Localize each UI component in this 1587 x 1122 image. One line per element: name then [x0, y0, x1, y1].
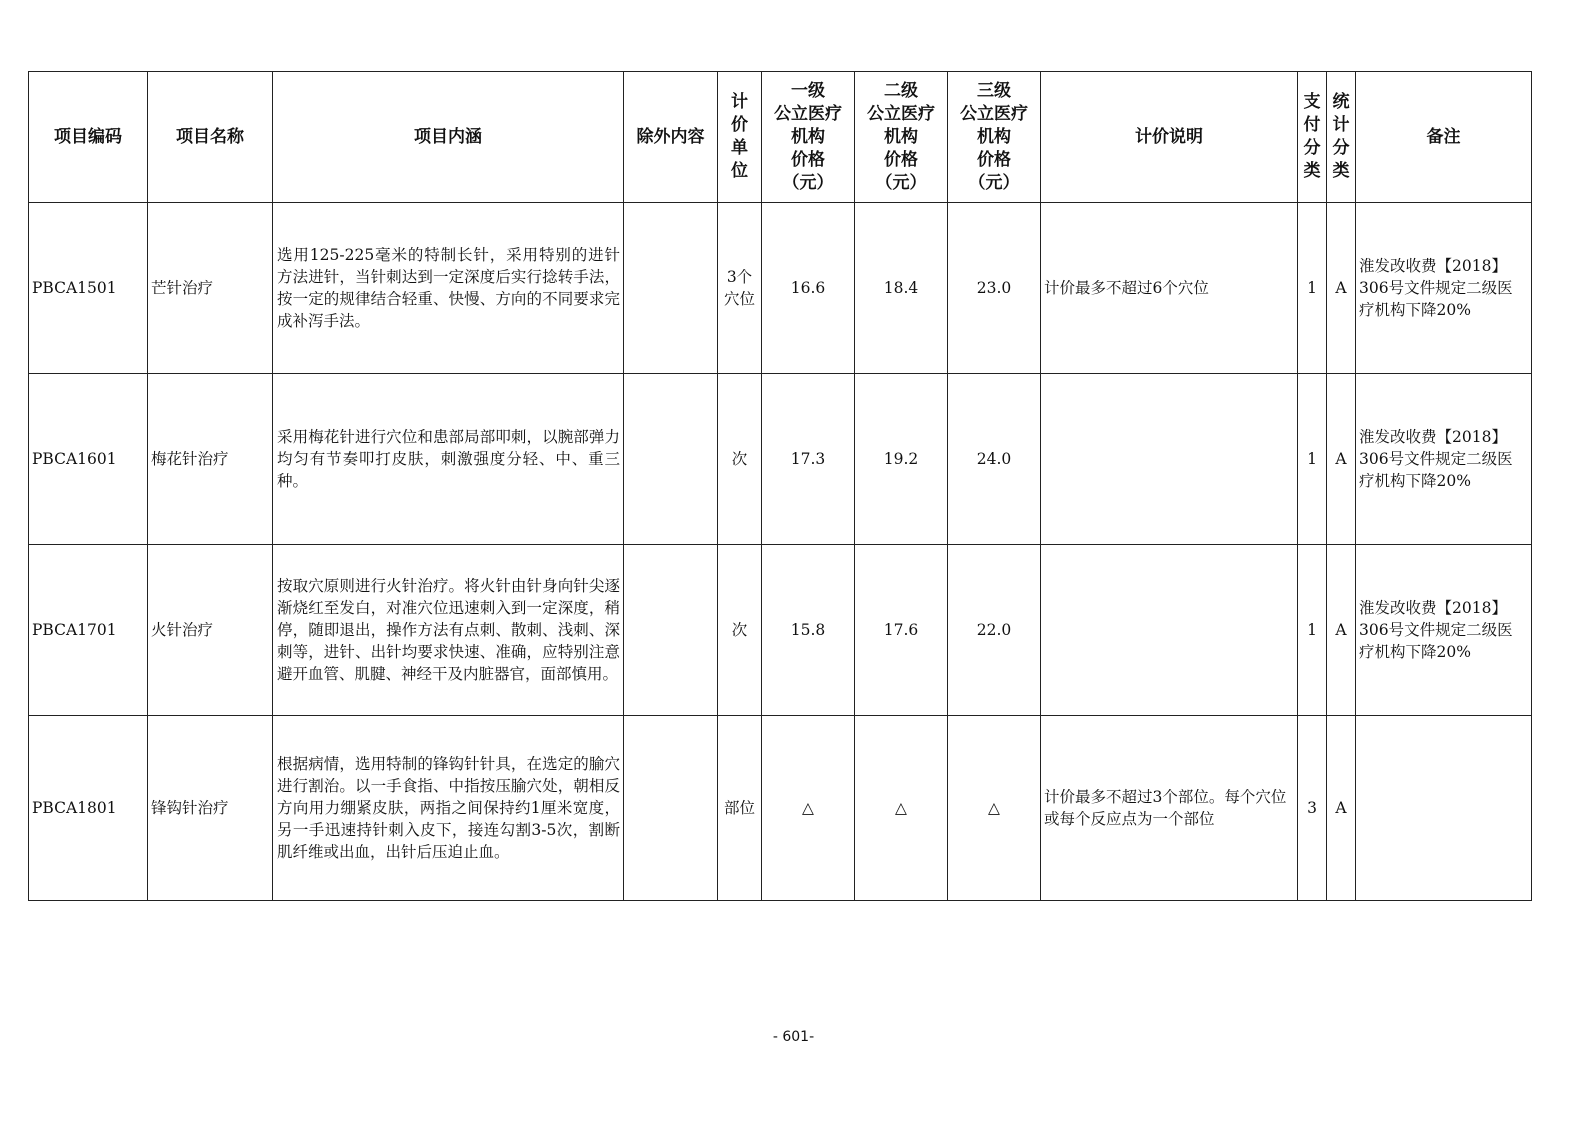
header-payment-category: 支 付 分 类 [1298, 72, 1327, 203]
cell-payment-category: 3 [1298, 716, 1327, 901]
cell-statistics-category: A [1327, 545, 1356, 716]
cell-remark: 淮发改收费【2018】306号文件规定二级医疗机构下降20% [1356, 545, 1532, 716]
cell-price-level2: 19.2 [855, 374, 948, 545]
cell-pricing-note: 计价最多不超过3个部位。每个穴位或每个反应点为一个部位 [1041, 716, 1298, 901]
cell-content: 选用125-225毫米的特制长针，采用特别的进针方法进针，当针刺达到一定深度后实行捻转手法，按一定的规律结合轻重、快慢、方向的不同要求完成补泻手法。 [273, 203, 624, 374]
cell-name: 火针治疗 [148, 545, 273, 716]
cell-unit: 部位 [718, 716, 762, 901]
cell-pricing-note: 计价最多不超过6个穴位 [1041, 203, 1298, 374]
table-row [29, 716, 1532, 901]
header-price-level1: 一级 公立医疗 机构 价格 （元） [762, 72, 855, 203]
cell-price-level1: 16.6 [762, 203, 855, 374]
header-exclude: 除外内容 [624, 72, 718, 203]
cell-remark [1356, 716, 1532, 901]
cell-unit: 次 [718, 374, 762, 545]
cell-name: 锋钩针治疗 [148, 716, 273, 901]
header-statistics-category: 统 计 分 类 [1327, 72, 1356, 203]
cell-code: PBCA1501 [29, 203, 148, 374]
cell-payment-category: 1 [1298, 374, 1327, 545]
cell-content: 按取穴原则进行火针治疗。将火针由针身向针尖逐渐烧红至发白，对准穴位迅速刺入到一定深度，稍停，随即退出，操作方法有点刺、散刺、浅刺、深刺等，进针、出针均要求快速、准确，应特别注意避开血管、肌腱、神经干及内脏器官，面部慎用。 [273, 545, 624, 716]
cell-price-level1: △ [762, 716, 855, 901]
cell-price-level2: △ [855, 716, 948, 901]
page-number: - 601- [772, 1029, 815, 1045]
header-pricing-note: 计价说明 [1041, 72, 1298, 203]
header-remark: 备注 [1356, 72, 1532, 203]
cell-unit: 次 [718, 545, 762, 716]
cell-statistics-category: A [1327, 374, 1356, 545]
cell-statistics-category: A [1327, 716, 1356, 901]
cell-price-level3: △ [948, 716, 1041, 901]
header-name: 项目名称 [148, 72, 273, 203]
header-code: 项目编码 [29, 72, 148, 203]
cell-exclude [624, 203, 718, 374]
cell-name: 芒针治疗 [148, 203, 273, 374]
header-unit: 计 价 单 位 [718, 72, 762, 203]
cell-price-level1: 17.3 [762, 374, 855, 545]
cell-price-level2: 17.6 [855, 545, 948, 716]
table-row [29, 374, 1532, 545]
cell-unit: 3个 穴位 [718, 203, 762, 374]
cell-remark: 淮发改收费【2018】306号文件规定二级医疗机构下降20% [1356, 203, 1532, 374]
cell-pricing-note [1041, 374, 1298, 545]
header-row [29, 72, 1532, 203]
cell-code: PBCA1601 [29, 374, 148, 545]
cell-exclude [624, 716, 718, 901]
cell-price-level2: 18.4 [855, 203, 948, 374]
price-table [28, 71, 1532, 901]
cell-code: PBCA1801 [29, 716, 148, 901]
cell-code: PBCA1701 [29, 545, 148, 716]
cell-content: 采用梅花针进行穴位和患部局部叩刺，以腕部弹力均匀有节奏叩打皮肤，刺激强度分轻、中、重三种。 [273, 374, 624, 545]
cell-pricing-note [1041, 545, 1298, 716]
header-price-level2: 二级 公立医疗 机构 价格 （元） [855, 72, 948, 203]
cell-exclude [624, 374, 718, 545]
cell-price-level3: 24.0 [948, 374, 1041, 545]
header-price-level3: 三级 公立医疗 机构 价格 （元） [948, 72, 1041, 203]
cell-remark: 淮发改收费【2018】306号文件规定二级医疗机构下降20% [1356, 374, 1532, 545]
cell-content: 根据病情，选用特制的锋钩针针具，在选定的腧穴进行割治。以一手食指、中指按压腧穴处，朝相反方向用力绷紧皮肤，两指之间保持约1厘米宽度，另一手迅速持针刺入皮下，接连勾割3-5次，割断肌纤维或出血，出针后压迫止血。 [273, 716, 624, 901]
cell-name: 梅花针治疗 [148, 374, 273, 545]
header-content: 项目内涵 [273, 72, 624, 203]
cell-statistics-category: A [1327, 203, 1356, 374]
table-row [29, 545, 1532, 716]
table-row [29, 203, 1532, 374]
cell-price-level3: 22.0 [948, 545, 1041, 716]
cell-payment-category: 1 [1298, 203, 1327, 374]
cell-price-level3: 23.0 [948, 203, 1041, 374]
cell-exclude [624, 545, 718, 716]
cell-price-level1: 15.8 [762, 545, 855, 716]
cell-payment-category: 1 [1298, 545, 1327, 716]
